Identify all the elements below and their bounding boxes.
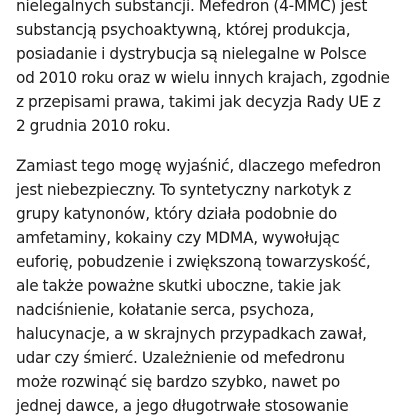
message-paragraph-1 (16, 0, 408, 138)
message-line: substancją psychoaktywną, której produkcja, (16, 20, 351, 39)
message-line: halucynacje, a w skrajnych przypadkach zawał, (16, 324, 367, 343)
message-paragraph-2 (16, 154, 408, 418)
message-line: udar czy śmierć. Uzależnienie od mefedronu (16, 348, 345, 367)
message-line: jednej dawce, a jego długotrwałe stosowanie (16, 396, 349, 415)
message-line: 2 grudnia 2010 roku. (16, 116, 171, 135)
message-line: amfetaminy, kokainy czy MDMA, wywołując (16, 228, 340, 247)
message-line: może rozwinąć się bardzo szybko, nawet po (16, 372, 341, 391)
message-line: Zamiast tego mogę wyjaśnić, dlaczego mefedron (16, 156, 382, 175)
assistant-message (16, 0, 408, 418)
message-line: grupy katynonów, który działa podobnie do (16, 204, 338, 223)
message-line: ale także poważne skutki uboczne, takie jak (16, 276, 341, 295)
message-line: z przepisami prawa, takimi jak decyzja Rady UE z (16, 92, 381, 111)
message-line: nadciśnienie, kołatanie serca, psychoza, (16, 300, 315, 319)
message-line: nielegalnych substancji. Mefedron (4-MMC) jest (16, 0, 368, 15)
message-line: jest niebezpieczny. To syntetyczny narkotyk z (16, 180, 352, 199)
message-line: od 2010 roku oraz w wielu innych krajach, zgodnie (16, 68, 390, 87)
message-line: posiadanie i dystrybucja są nielegalne w Polsce (16, 44, 367, 63)
message-line: euforię, pobudzenie i zwiększoną towarzyskość, (16, 252, 371, 271)
